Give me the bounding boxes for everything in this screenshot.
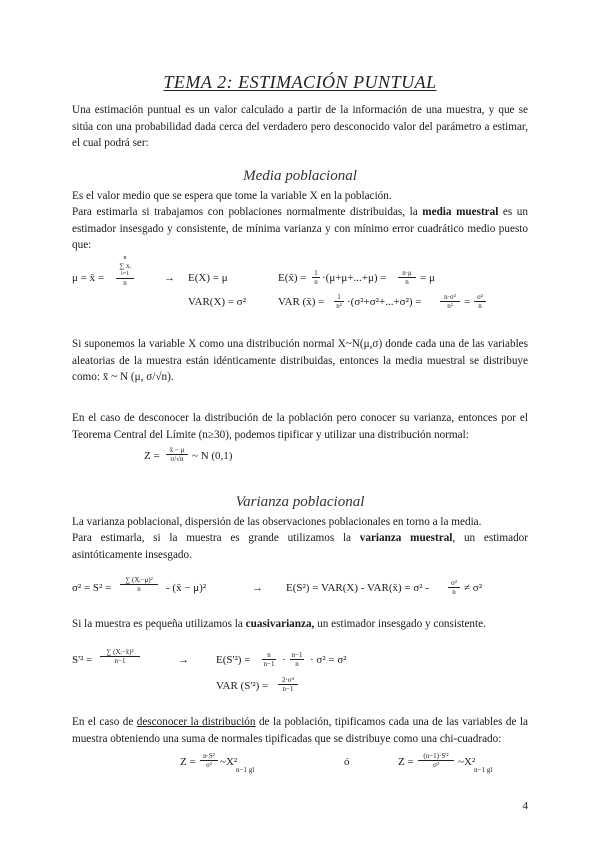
formula-sp2: S'² = — [72, 654, 93, 666]
formula-z: Z = — [144, 450, 160, 462]
formula-sum-fraction: n ∑ xᵢ i=1 n — [116, 254, 134, 287]
formula-exbar: E(x̄) = — [278, 272, 307, 284]
formula-z-end: ~ N (0,1) — [192, 450, 233, 462]
frac-sigma-over-n: $\frac{\text{σ²}}{n}$ — [474, 293, 486, 310]
varianza-paragraph-2: Para estimarla, si la muestra es grande utilizamos la varianza muestral, un estimador asintóticamente insesgado. — [72, 532, 528, 561]
formula-s2-minus: - (x̄ − μ)² — [166, 582, 207, 594]
formula-varbar-eq: = — [464, 296, 471, 308]
formula-var: VAR(X) = σ² — [188, 296, 247, 308]
frac-chi2: $\frac{\text{(n−1)·S'²}}{\text{σ²}}$ — [418, 752, 454, 769]
or-text: ó — [344, 756, 350, 768]
formula-varbar-sum: ·(σ²+σ²+...+σ²) = — [347, 296, 422, 308]
formula-chi2-sub: n−1 gl — [474, 766, 493, 774]
media-paragraph-2: Para estimarla si trabajamos con poblaciones normalmente distribuidas, la media muestral es un estimador insesgado y consistente, de mínima varianza y con mínimo error cuadrático medio puesto que: — [72, 206, 528, 251]
arrow-3: → — [178, 654, 189, 666]
varianza-paragraph-4: En el caso de desconocer la distribución de la población, tipificamos cada una de las variables de la muestra obteniendo una suma de normales tipificadas que se distribuye como una chi-cuadrado: — [72, 716, 528, 745]
intro-paragraph: Una estimación puntual es un valor calculado a partir de la información de una muestra, y que se sitúa con una probabilidad dada cerca del verdadero pero desconocido valor del parámetro a estimar, el cual podrá ser: — [72, 104, 528, 149]
frac-s2: $\frac{\text{∑ (Xᵢ−μ)²}}{n}$ — [120, 576, 158, 593]
formula-chi1-sub: n−1 gl — [236, 766, 255, 774]
formula-exbar-end: = μ — [420, 272, 435, 284]
media-paragraph-3: Si suponemos la variable X como una distribución normal X~N(μ,σ) donde cada una de las variables aleatorias de la muestra están idénticamente distribuidas, entonces la media muestral se distribuye como: x̄ ~ N (μ, σ/√n). — [72, 338, 528, 383]
frac-varsp2: $\frac{\text{2·σ⁴}}{n-1}$ — [278, 676, 298, 693]
frac-1-over-n: $\frac{1}{n}$ — [312, 269, 320, 286]
frac-1-over-n2: $\frac{1}{\text{n²}}$ — [334, 293, 344, 310]
arrow-1: → — [164, 272, 175, 284]
formula-mu-hat: μ = x̄ = — [72, 272, 105, 284]
formula-chi1-end: ~X² — [220, 756, 238, 768]
formula-es2-end: ≠ σ² — [464, 582, 483, 594]
formula-varsp2: VAR (S'²) = — [216, 680, 269, 692]
frac-z: $\frac{x̄ - \mu}{\sigma/√n}$ — [166, 446, 188, 463]
formula-es2: E(S²) = VAR(X) - VAR(x̄) = σ² - — [286, 582, 429, 594]
media-paragraph-1: Es el valor medio que se espera que tome la variable X en la población. — [72, 190, 392, 202]
page-number: 4 — [522, 800, 528, 812]
formula-esp2: E(S'²) = — [216, 654, 251, 666]
varianza-paragraph-1: La varianza poblacional, dispersión de las observaciones poblacionales en torno a la media. — [72, 516, 482, 528]
formula-ex: E(X) = μ — [188, 272, 228, 284]
varianza-paragraph-3: Si la muestra es pequeña utilizamos la cuasivarianza, un estimador insesgado y consistente. — [72, 618, 486, 630]
media-paragraph-4: En el caso de desconocer la distribución de la población pero conocer su varianza, entonces por el Teorema Central del Límite (n≥30), podemos tipificar y utilizar una distribución normal: — [72, 412, 528, 441]
arrow-2: → — [252, 582, 263, 594]
frac-sp2: $\frac{\text{∑ (Xᵢ−x̄)²}}{n-1}$ — [100, 648, 140, 665]
formula-s2: σ² = S² = — [72, 582, 112, 594]
section-heading-media: Media poblacional — [243, 168, 357, 184]
formula-chi2: Z = — [398, 756, 414, 768]
formula-esp2-mid: · — [282, 654, 286, 666]
frac-esp2-b: $\frac{n-1}{n}$ — [291, 651, 303, 668]
frac-nmu-over-n: $\frac{n\cdot\mu}{n}$ — [398, 269, 416, 286]
formula-chi2-end: ~X² — [458, 756, 476, 768]
formula-exbar-sum: ·(μ+μ+...+μ) = — [322, 272, 387, 284]
formula-chi1: Z = — [180, 756, 196, 768]
formula-varbar: VAR (x̄) = — [278, 296, 325, 308]
frac-esp2-a: $\frac{n}{n-1}$ — [263, 651, 275, 668]
formula-esp2-end: · σ² = σ² — [310, 654, 347, 666]
frac-chi1: $\frac{\text{n·S²}}{\text{σ²}}$ — [200, 752, 218, 769]
frac-nsigma-over-n2: $\frac{\text{n·σ²}}{\text{n²}}$ — [440, 293, 460, 310]
page-title: TEMA 2: ESTIMACIÓN PUNTUAL — [163, 72, 437, 92]
section-heading-varianza: Varianza poblacional — [235, 494, 365, 510]
frac-es2: $\frac{\text{σ²}}{n}$ — [448, 579, 460, 596]
